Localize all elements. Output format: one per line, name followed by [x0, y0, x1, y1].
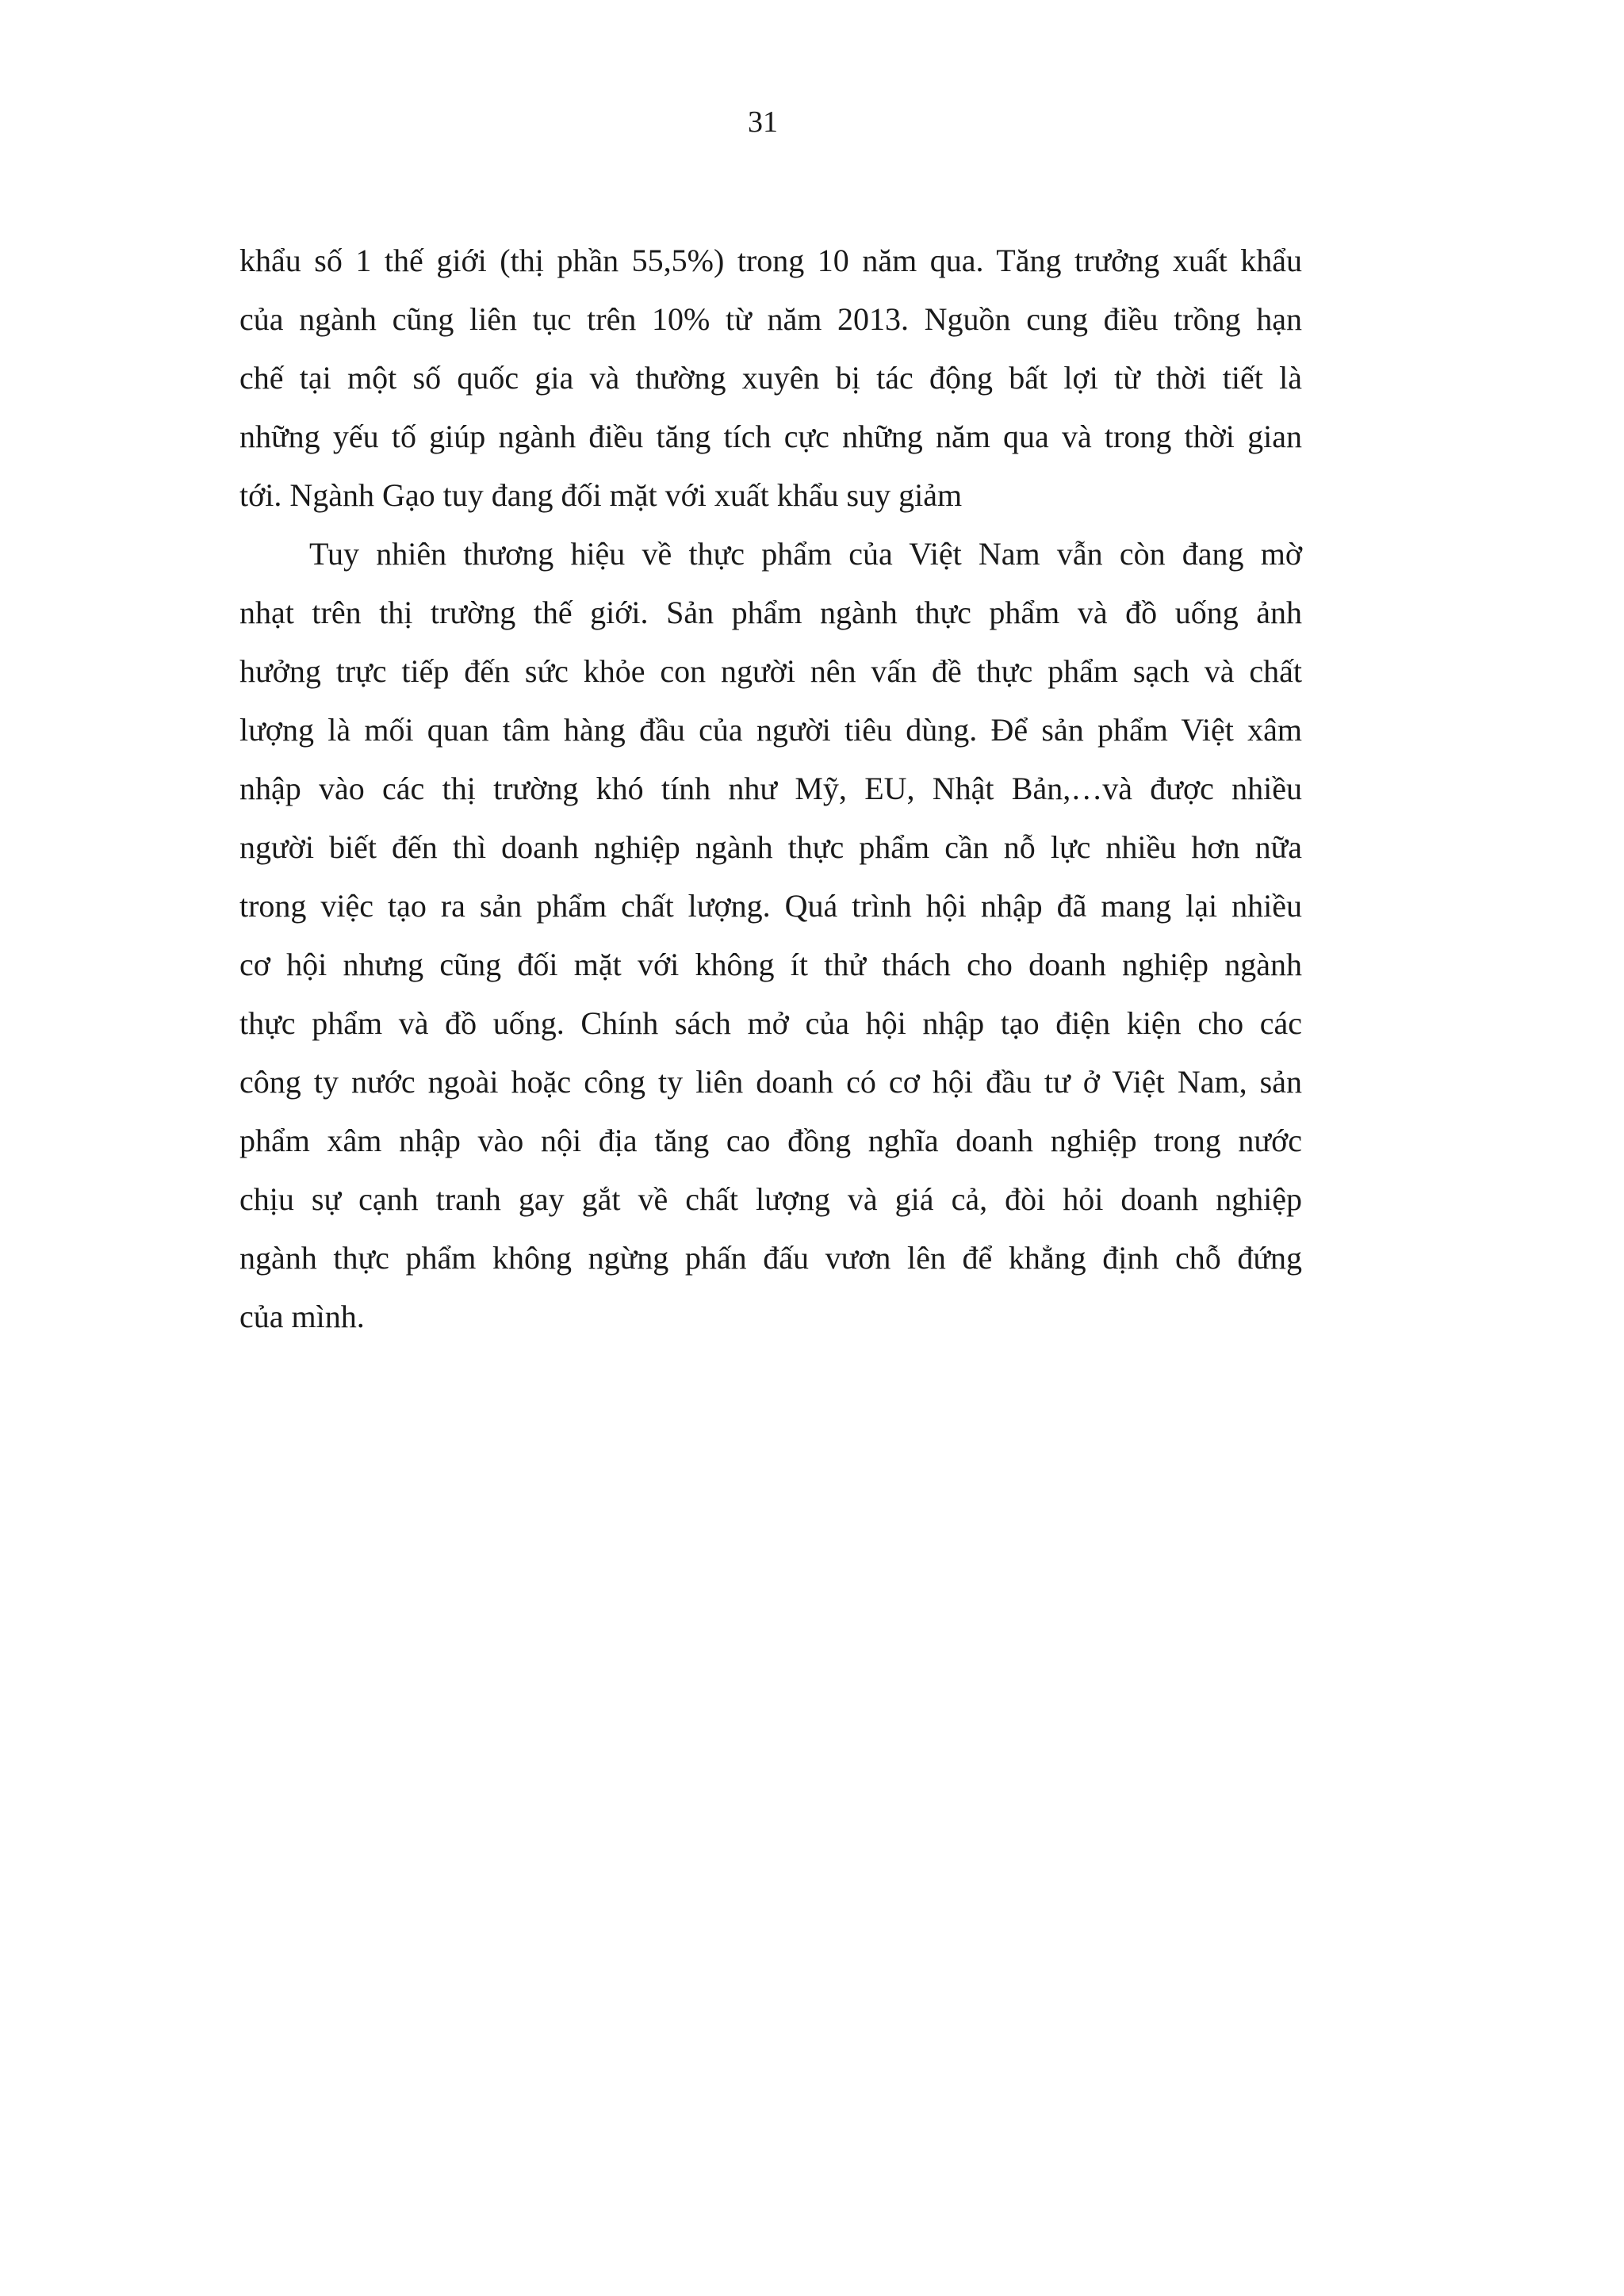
text-line: những yếu tố giúp ngành điều tăng tích cực những năm qua và trong thời gian: [239, 419, 1302, 454]
text-line: Tuy nhiên thương hiệu về thực phẩm của Việt Nam vẫn còn đang mờ: [309, 536, 1302, 572]
text-line: của ngành cũng liên tục trên 10% từ năm 2013. Nguồn cung điều trồng hạn: [239, 301, 1302, 337]
text-line: người biết đến thì doanh nghiệp ngành thực phẩm cần nỗ lực nhiều hơn nữa: [239, 829, 1302, 865]
text-line: lượng là mối quan tâm hàng đầu của người tiêu dùng. Để sản phẩm Việt xâm: [239, 712, 1302, 748]
text-line: tới. Ngành Gạo tuy đang đối mặt với xuất khẩu suy giảm: [239, 477, 963, 513]
text-line: ngành thực phẩm không ngừng phấn đấu vươn lên để khẳng định chỗ đứng: [239, 1240, 1302, 1276]
text-line: phẩm xâm nhập vào nội địa tăng cao đồng nghĩa doanh nghiệp trong nước: [239, 1123, 1302, 1158]
text-line: nhập vào các thị trường khó tính như Mỹ, EU, Nhật Bản,…và được nhiều: [239, 771, 1302, 806]
text-line: hưởng trực tiếp đến sức khỏe con người nên vấn đề thực phẩm sạch và chất: [239, 653, 1302, 689]
text-line: chế tại một số quốc gia và thường xuyên bị tác động bất lợi từ thời tiết là: [239, 360, 1302, 396]
paragraph-2: [239, 525, 1302, 1346]
text-line: chịu sự cạnh tranh gay gắt về chất lượng và giá cả, đòi hỏi doanh nghiệp: [239, 1181, 1302, 1217]
text-line: trong việc tạo ra sản phẩm chất lượng. Quá trình hội nhập đã mang lại nhiều: [239, 888, 1302, 924]
text-line: nhạt trên thị trường thế giới. Sản phẩm ngành thực phẩm và đồ uống ảnh: [239, 595, 1302, 630]
text-line: cơ hội nhưng cũng đối mặt với không ít thử thách cho doanh nghiệp ngành: [239, 947, 1302, 982]
paragraph-1: [239, 232, 1302, 525]
text-line: công ty nước ngoài hoặc công ty liên doanh có cơ hội đầu tư ở Việt Nam, sản: [239, 1064, 1302, 1100]
body-text: [239, 232, 1302, 1346]
text-line: thực phẩm và đồ uống. Chính sách mở của hội nhập tạo điện kiện cho các: [239, 1005, 1302, 1041]
page-number: 31: [748, 105, 778, 139]
text-line: của mình.: [239, 1299, 365, 1334]
text-line: khẩu số 1 thế giới (thị phần 55,5%) trong 10 năm qua. Tăng trưởng xuất khẩu: [239, 243, 1302, 278]
